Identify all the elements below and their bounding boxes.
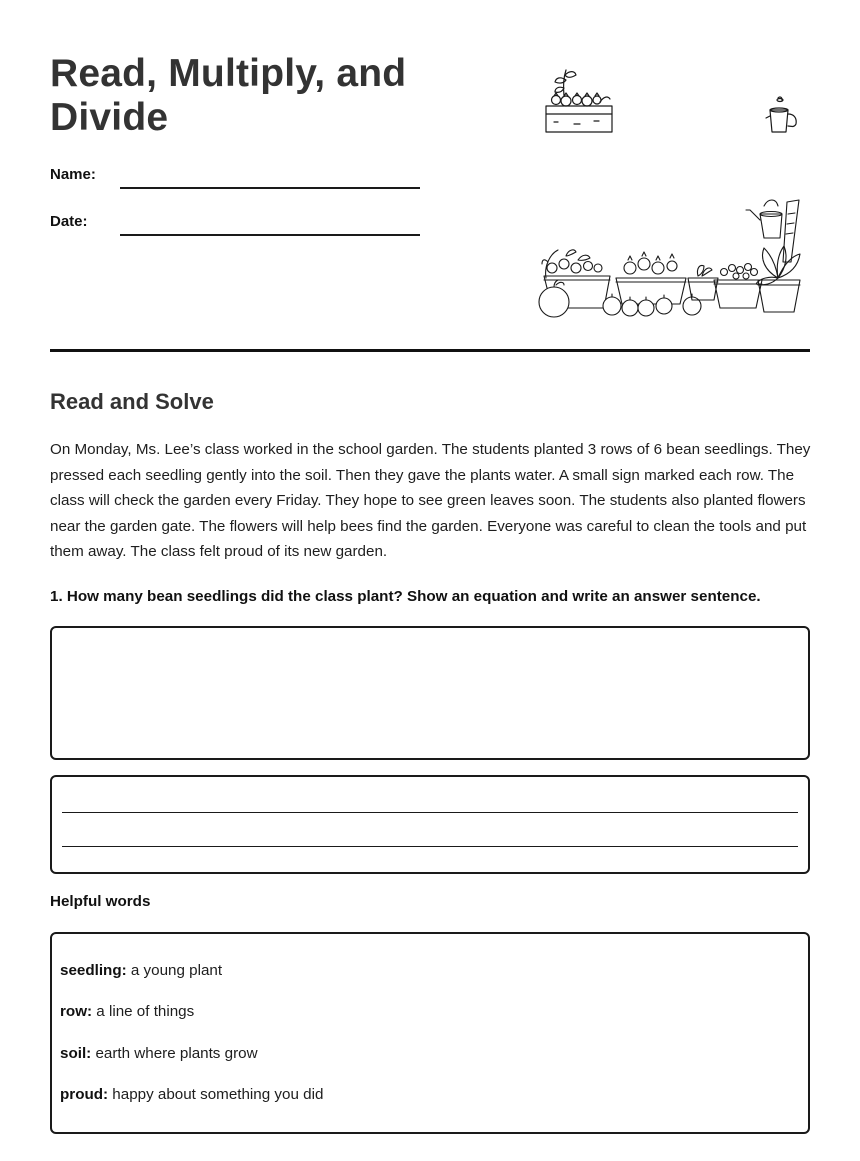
answer-line [62,846,798,847]
vocab-definition: happy about something you did [108,1086,324,1103]
reading-passage: On Monday, Ms. Lee’s class worked in the school garden. The students planted 3 rows of 6 bean seedlings. They pressed each seedling gently into the soil. Then they gave the plants water. A small sign marked each row. The class will check the garden every Friday. They hope to see green leaves soon. The students also planted flowers near the garden gate. The flowers will help bees find the garden. Everyone was careful to clean the tools and put them away. The class felt proud of its new garden. [50,441,811,561]
vocab-definition: a line of things [92,1003,195,1020]
vocab-definition: earth where plants grow [91,1045,258,1062]
vocab-item-seedling [60,962,222,979]
helpful-words-heading: Helpful words [50,893,151,910]
section-heading: Read and Solve [50,389,214,414]
page-title: Read, Multiply, and Divide [50,52,407,139]
vocab-term: soil: [60,1045,92,1062]
garden-planter-box-icon [544,66,616,136]
vocab-item-row [60,1003,194,1020]
helpful-words-box [50,932,810,1134]
equation-work-area[interactable] [50,626,810,760]
vocab-item-soil [60,1045,258,1062]
answer-line [62,812,798,813]
vocab-term: row: [60,1003,93,1020]
date-field[interactable] [120,234,420,236]
answer-sentence-box[interactable] [50,775,810,874]
vocab-item-proud [60,1086,323,1103]
name-label: Name: [50,166,96,183]
name-field[interactable] [120,187,420,189]
vocab-term: seedling: [60,962,127,979]
question-1: 1. How many bean seedlings did the class plant? Show an equation and write an answer sentence. [50,588,761,605]
garden-pots-and-tools-icon [538,196,804,322]
header-divider [50,349,810,352]
vocab-definition: a young plant [126,962,223,979]
date-label: Date: [50,213,88,230]
vocab-term: proud: [60,1086,109,1103]
watering-can-icon [764,96,800,136]
